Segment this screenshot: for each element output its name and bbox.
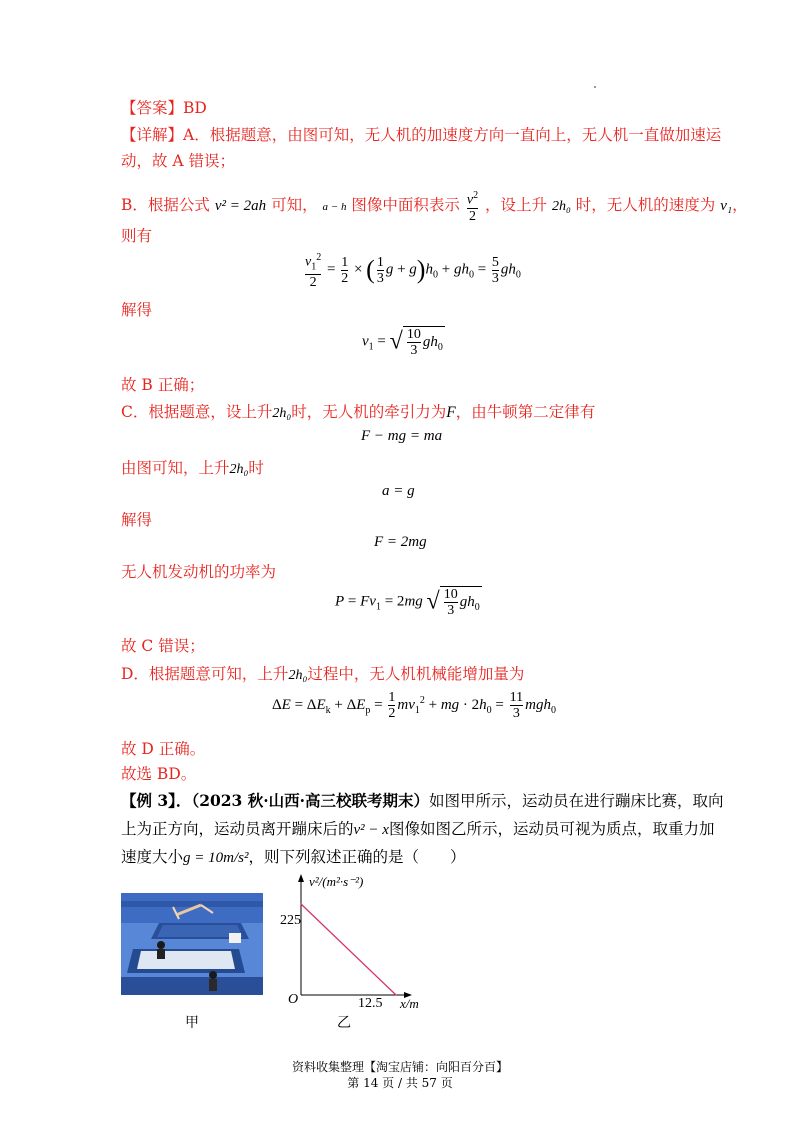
series-point	[395, 994, 397, 996]
b-then-text: 则有	[121, 227, 153, 245]
b-equation-v1: $v_1$ = √ $\frac{10}{3}$ $gh_0$	[362, 327, 443, 358]
c-power-line	[121, 562, 276, 582]
b-conclusion-line	[121, 375, 204, 395]
b-intro-c: 图像中面积表示	[351, 195, 460, 214]
stray-dot	[594, 86, 596, 88]
c-from-graph-b: 时	[248, 459, 264, 477]
c-from-graph-a: 由图可知，上升	[121, 459, 230, 477]
c-conclusion: 故 C 错误；	[121, 637, 205, 655]
c-intro-a: C．根据题意，设上升	[121, 403, 273, 421]
b-intro-a: B．根据公式	[121, 195, 210, 214]
y-axis-label: v²/(m²·s⁻²)	[309, 874, 364, 889]
b-conclusion: 故 B 正确；	[121, 376, 205, 394]
example-line-3	[121, 847, 466, 868]
example-label: 【例 3】．	[121, 791, 192, 810]
b-formula-inline: v² = 2ah	[214, 197, 267, 214]
b-v2-over-2-fraction: $\frac{v^2}{2}$	[466, 190, 479, 224]
trampoline-photo	[121, 893, 263, 995]
answer-line	[121, 98, 207, 118]
detail-line-1	[121, 125, 721, 145]
footer-source: 资料收集整理【淘宝店铺：向阳百分百】	[291, 1060, 508, 1074]
c-solve-line	[121, 510, 152, 530]
c-intro-line	[121, 402, 595, 424]
example-graph-type: v² − x	[353, 822, 389, 838]
x-axis-label: x/m	[400, 996, 419, 1011]
c-equation-a	[382, 483, 415, 500]
origin-label: O	[288, 992, 299, 1007]
b-axis-inline: a − h	[322, 200, 347, 213]
detail-line-2	[121, 151, 235, 171]
series-line-segment	[301, 904, 396, 995]
d-intro-b: 过程中，无人机机械能增加量为	[307, 665, 525, 683]
v2-x-chart	[280, 870, 430, 1015]
figure-yi-caption: 乙	[337, 1015, 351, 1031]
example-text-1: 如图甲所示，运动员在进行蹦床比赛，取向	[429, 792, 724, 810]
example-text-2a: 上为正方向，运动员离开蹦床后的	[121, 820, 354, 838]
c-eq2: a = g	[382, 483, 415, 499]
example-line-2	[121, 819, 714, 840]
b-intro-b: 可知，	[271, 195, 318, 214]
b-equation-energy: $\frac{v_1^2}{2}$ = $\frac{1}{2}$ × ( $\frac{1}{3}$ $g + g)h_0 + gh_0$ = $\frac{5}{3}$ $gh_0$	[305, 252, 521, 291]
series-point	[300, 903, 302, 905]
c-intro-b: 时，无人机的牵引力为	[291, 403, 447, 421]
c-height-inline: 2h₀	[272, 406, 292, 421]
final-answer-line	[121, 764, 196, 784]
b-intro-d: ，设上升	[485, 195, 548, 214]
trampoline-photo-illustration	[121, 893, 263, 995]
b-solve-text: 解得	[121, 301, 153, 319]
c-force-inline: F	[446, 404, 456, 421]
d-conclusion-line	[121, 739, 205, 759]
d-intro-a: D．根据题意可知，上升	[121, 665, 289, 683]
c-from-graph-height: 2h₀	[229, 462, 249, 477]
d-height-inline: 2h₀	[288, 668, 308, 683]
example-text-2b: 图像如图乙所示，运动员可视为质点，取重力加	[388, 820, 715, 838]
x-tick-label-12-5: 12.5	[358, 996, 383, 1011]
c-intro-c: ，由牛顿第二定律有	[455, 403, 596, 421]
example-gravity: g = 10m/s²	[183, 850, 249, 866]
c-from-graph-line	[121, 458, 264, 480]
y-axis-arrow	[298, 874, 304, 882]
d-conclusion: 故 D 正确。	[121, 740, 206, 758]
example-source: （2023 秋·山西·高三校联考期末）	[191, 791, 430, 810]
c-eq1: F − mg = ma	[361, 428, 443, 444]
b-then-line	[121, 226, 152, 246]
b-intro-e: 时，无人机的速度为	[575, 195, 716, 214]
example-line-1	[121, 791, 724, 811]
b-intro-line	[121, 188, 748, 224]
footer-page-number: 第 14 页 / 共 57 页	[347, 1076, 453, 1090]
b-height-inline: 2h₀	[551, 198, 571, 214]
b-solve-line	[121, 300, 152, 320]
c-eq3: F = 2mg	[374, 534, 427, 550]
c-solve-text: 解得	[121, 511, 153, 529]
b-intro-f: ，	[732, 195, 748, 214]
c-conclusion-line	[121, 636, 205, 656]
b-v1-inline: v₁	[720, 197, 733, 214]
figure-jia-caption: 甲	[185, 1015, 199, 1031]
d-equation-energy: $\Delta E = \Delta E_k + \Delta E_p$ = $\frac{1}{2}$ $mv_1^2$ + mg · $2h_0$ = $\frac{11}{3}$ mgh$_0$	[272, 690, 556, 721]
detail-a-text: A．根据题意，由图可知，无人机的加速度方向一直向上，无人机一直做加速运	[183, 126, 722, 144]
answer-value: BD	[183, 99, 207, 117]
c-equation-force	[374, 534, 427, 551]
example-text-3b: ，则下列叙述正确的是（ ）	[248, 848, 466, 866]
final-answer: 故选 BD。	[121, 765, 197, 783]
detail-a-conclusion: 动，故 A 错误；	[121, 152, 236, 170]
d-intro-line	[121, 664, 524, 686]
c-power-text: 无人机发动机的功率为	[121, 563, 277, 581]
answer-label: 【答案】	[121, 99, 184, 117]
c-equation-power: $P = Fv_1 = 2mg$ √ $\frac{10}{3}$ $gh_0$	[335, 587, 480, 618]
y-tick-label-225: 225	[280, 913, 301, 928]
example-text-3a: 速度大小	[121, 848, 184, 866]
c-equation-newton	[361, 428, 442, 445]
detail-label: 【详解】	[121, 126, 184, 144]
